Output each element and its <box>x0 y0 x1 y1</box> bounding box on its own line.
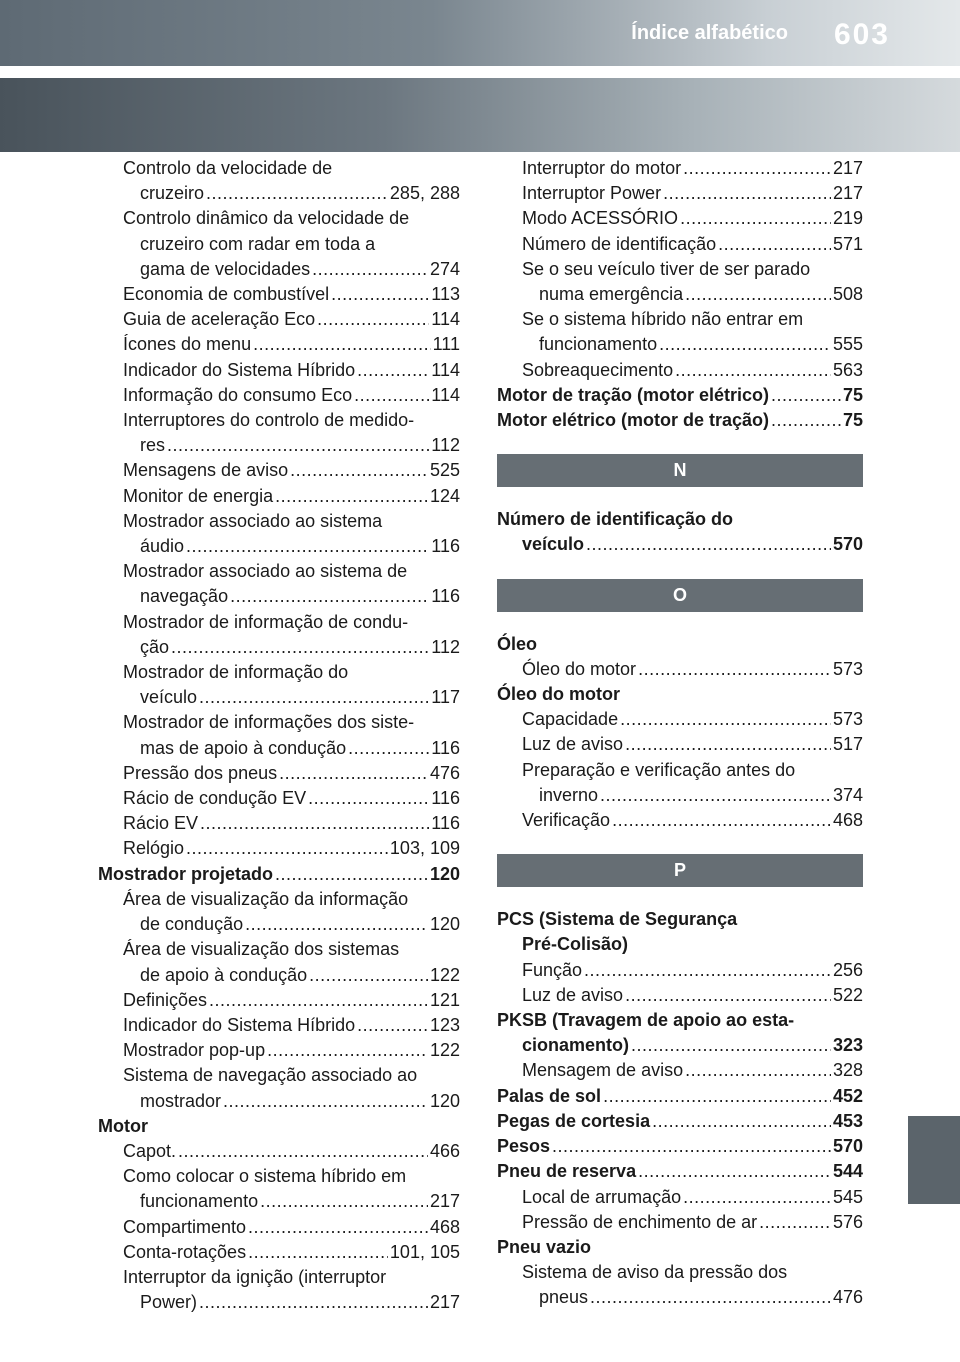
index-line: Mostrador associado ao sistema de <box>123 561 408 582</box>
header-gap <box>0 66 960 78</box>
index-entry <box>98 836 460 861</box>
index-term: Interruptor Power <box>522 183 662 204</box>
dot-leader <box>586 532 831 557</box>
dot-leader <box>230 584 429 609</box>
dot-leader <box>638 657 831 682</box>
page-reference: 122 <box>429 964 460 985</box>
index-term: pneus <box>539 1287 589 1308</box>
dot-leader <box>178 1139 428 1164</box>
page-reference: 75 <box>842 384 863 405</box>
dot-leader <box>186 836 388 861</box>
index-heading: PCS (Sistema de Segurança <box>497 909 738 930</box>
page-reference: 571 <box>832 233 863 254</box>
index-term: Compartimento <box>123 1216 247 1237</box>
dot-leader <box>612 808 831 833</box>
page-reference: 114 <box>431 309 460 330</box>
page-reference: 114 <box>431 359 460 380</box>
index-line: Mostrador de informação do <box>123 662 349 683</box>
index-entry <box>98 761 460 786</box>
page-reference: 468 <box>832 810 863 831</box>
dot-leader <box>759 1210 831 1235</box>
dot-leader <box>267 1038 428 1063</box>
page-reference: 555 <box>832 334 863 355</box>
index-entry <box>497 1159 863 1184</box>
index-term: de apoio à condução <box>140 964 308 985</box>
index-line: Mostrador de informações dos siste- <box>123 712 415 733</box>
page-reference: 476 <box>429 762 460 783</box>
index-term: Local de arrumação <box>522 1186 682 1207</box>
section-title: Índice alfabético <box>631 22 788 44</box>
page-reference: 217 <box>832 158 863 178</box>
page-reference: 113 <box>431 284 460 305</box>
index-term: Indicador do Sistema Híbrido <box>123 359 356 380</box>
page-reference: 570 <box>832 534 863 555</box>
index-line: cruzeiro com radar em toda a <box>140 233 376 254</box>
index-entry <box>497 282 863 307</box>
dot-leader <box>652 1109 831 1134</box>
index-entry <box>98 988 460 1013</box>
index-term: mostrador <box>140 1090 222 1111</box>
page-reference: 544 <box>832 1161 863 1182</box>
index-term: Conta-rotações <box>123 1241 247 1262</box>
dot-leader <box>199 1290 428 1315</box>
dot-leader <box>685 282 831 307</box>
page-reference: 452 <box>832 1085 863 1106</box>
page-reference: 453 <box>832 1110 863 1131</box>
dot-leader <box>600 783 831 808</box>
page-reference: 217 <box>429 1191 460 1212</box>
index-term: Pneu de reserva <box>497 1161 637 1182</box>
index-entry <box>98 1290 460 1315</box>
dot-leader <box>209 988 428 1013</box>
index-term: Ícones do menu <box>123 334 252 355</box>
page-reference: 114 <box>431 384 460 405</box>
dot-leader <box>659 332 831 357</box>
index-column-right <box>497 156 863 1311</box>
index-entry <box>98 1013 460 1038</box>
index-term: ção <box>140 636 170 657</box>
index-entry <box>497 707 863 732</box>
index-term: funcionamento <box>140 1191 259 1212</box>
dot-leader <box>312 257 428 282</box>
dot-leader <box>245 912 428 937</box>
index-term: gama de velocidades <box>140 258 311 279</box>
index-entry <box>98 534 460 559</box>
page-reference: 124 <box>429 485 460 506</box>
index-entry <box>98 1215 460 1240</box>
index-term: Mostrador pop-up <box>123 1040 266 1061</box>
dot-leader <box>638 1159 831 1184</box>
index-entry <box>497 383 863 408</box>
index-term: cruzeiro <box>140 183 205 204</box>
index-entry <box>497 206 863 231</box>
dot-leader <box>771 408 841 433</box>
dot-leader <box>167 433 429 458</box>
page-reference: 75 <box>842 410 863 431</box>
index-entry <box>497 808 863 833</box>
index-line: Controlo dinâmico da velocidade de <box>123 208 410 229</box>
index-term: numa emergência <box>539 284 684 305</box>
index-entry <box>98 786 460 811</box>
index-entry <box>497 408 863 433</box>
page-reference: 374 <box>832 784 863 805</box>
index-term: inverno <box>539 784 599 805</box>
index-term: Capot. <box>123 1140 177 1161</box>
dot-leader <box>348 736 429 761</box>
dot-leader <box>620 707 831 732</box>
index-entry <box>98 1139 460 1164</box>
page-reference: 274 <box>429 258 460 279</box>
index-heading: Óleo <box>497 633 538 654</box>
index-line: Controlo da velocidade de <box>123 158 333 178</box>
dot-leader <box>248 1240 388 1265</box>
dot-leader <box>625 983 831 1008</box>
dot-leader <box>275 484 428 509</box>
index-entry <box>497 1210 863 1235</box>
page-reference: 120 <box>429 863 460 884</box>
index-entry <box>497 181 863 206</box>
index-entry <box>98 1189 460 1214</box>
dot-leader <box>354 383 429 408</box>
page-reference: 468 <box>429 1216 460 1237</box>
page-reference: 517 <box>832 734 863 755</box>
index-heading: PKSB (Travagem de apoio ao esta- <box>497 1010 795 1031</box>
index-term: Palas de sol <box>497 1085 602 1106</box>
dot-leader <box>718 232 831 257</box>
index-entry <box>497 232 863 257</box>
page-reference: 112 <box>431 435 460 456</box>
dot-leader <box>625 732 831 757</box>
index-entry <box>98 458 460 483</box>
index-heading: Número de identificação do <box>497 509 734 530</box>
index-entry <box>98 584 460 609</box>
decorative-band <box>0 78 960 152</box>
section-letter-bar: O <box>497 579 863 612</box>
index-term: Motor elétrico (motor de tração) <box>497 410 770 431</box>
page-reference: 117 <box>431 687 460 708</box>
page-reference: 112 <box>431 636 460 657</box>
dot-leader <box>590 1285 831 1310</box>
index-entry <box>98 685 460 710</box>
dot-leader <box>253 332 431 357</box>
page-reference: 570 <box>832 1136 863 1157</box>
index-entry <box>497 1185 863 1210</box>
index-term: Número de identificação <box>522 233 717 254</box>
index-term: Definições <box>123 989 208 1010</box>
page-reference: 101, 105 <box>389 1241 460 1262</box>
index-line: Se o seu veículo tiver de ser parado <box>522 258 811 279</box>
index-entry <box>497 783 863 808</box>
index-entry <box>497 657 863 682</box>
index-term: Sobreaquecimento <box>522 359 674 380</box>
index-entry <box>497 332 863 357</box>
dot-leader <box>275 862 428 887</box>
index-term: áudio <box>140 536 185 557</box>
dot-leader <box>584 958 831 983</box>
page-reference: 508 <box>832 284 863 305</box>
dot-leader <box>685 1058 831 1083</box>
index-term: Monitor de energia <box>123 485 274 506</box>
index-term: Relógio <box>123 838 185 859</box>
index-line: Preparação e verificação antes do <box>522 759 796 780</box>
index-term: Mostrador projetado <box>98 863 274 884</box>
dot-leader <box>199 685 429 710</box>
index-term: Luz de aviso <box>522 984 624 1005</box>
index-entry <box>98 433 460 458</box>
index-heading: Óleo do motor <box>497 684 620 705</box>
page-reference: 121 <box>429 989 460 1010</box>
page-reference: 563 <box>832 359 863 380</box>
page-reference: 545 <box>832 1186 863 1207</box>
index-line: Área de visualização da informação <box>123 888 409 909</box>
index-term: Verificação <box>522 810 611 831</box>
index-entry <box>98 736 460 761</box>
page-reference: 116 <box>431 586 460 607</box>
index-term: res <box>140 435 166 456</box>
page-reference: 116 <box>431 788 460 809</box>
page-reference: 103, 109 <box>389 838 460 859</box>
index-term: Mensagens de aviso <box>123 460 289 481</box>
page-reference: 256 <box>832 959 863 980</box>
index-entry <box>497 358 863 383</box>
index-term: Capacidade <box>522 709 619 730</box>
page-reference: 573 <box>832 658 863 679</box>
page-reference: 120 <box>429 914 460 935</box>
index-term: Pegas de cortesia <box>497 1110 651 1131</box>
index-term: Interruptor do motor <box>522 158 682 178</box>
index-line: Interruptores do controlo de medido- <box>123 410 415 431</box>
dot-leader <box>260 1189 428 1214</box>
dot-leader <box>603 1084 831 1109</box>
index-entry <box>497 732 863 757</box>
dot-leader <box>308 786 429 811</box>
index-term: Pesos <box>497 1136 551 1157</box>
index-entry <box>497 983 863 1008</box>
index-term: cionamento) <box>522 1035 630 1056</box>
dot-leader <box>680 206 831 231</box>
index-entry <box>497 1285 863 1310</box>
index-term: Mensagem de aviso <box>522 1060 684 1081</box>
index-heading: Pneu vazio <box>497 1236 592 1257</box>
index-column-left <box>98 156 460 1315</box>
index-term: Rácio de condução EV <box>123 788 307 809</box>
page-reference: 285, 288 <box>389 183 460 204</box>
page-reference: 217 <box>832 183 863 204</box>
page-reference: 120 <box>429 1090 460 1111</box>
index-term: Indicador do Sistema Híbrido <box>123 1014 356 1035</box>
index-entry <box>98 358 460 383</box>
dot-leader <box>331 282 429 307</box>
dot-leader <box>279 761 428 786</box>
page-reference: 323 <box>832 1035 863 1056</box>
index-term: Pressão de enchimento de ar <box>522 1211 758 1232</box>
index-term: Pressão dos pneus <box>123 762 278 783</box>
dot-leader <box>683 1185 831 1210</box>
page-reference: 573 <box>832 709 863 730</box>
page-reference: 466 <box>429 1140 460 1161</box>
page-reference: 576 <box>832 1211 863 1232</box>
index-entry <box>98 1240 460 1265</box>
index-term: mas de apoio à condução <box>140 737 347 758</box>
index-term: Óleo do motor <box>522 658 637 679</box>
page-reference: 116 <box>431 536 460 557</box>
index-line: Mostrador de informação de condu- <box>123 611 409 632</box>
index-term: Modo ACESSÓRIO <box>522 208 679 229</box>
index-entry <box>497 1033 863 1058</box>
dot-leader <box>200 811 429 836</box>
index-term: Luz de aviso <box>522 734 624 755</box>
index-line: Sistema de aviso da pressão dos <box>522 1262 788 1283</box>
index-line: Área de visualização dos sistemas <box>123 939 400 960</box>
page-reference: 116 <box>431 737 460 758</box>
dot-leader <box>171 635 429 660</box>
header-bar <box>0 0 960 66</box>
dot-leader <box>771 383 841 408</box>
index-term: Power) <box>140 1292 198 1313</box>
index-line: Sistema de navegação associado ao <box>123 1065 418 1086</box>
index-term: Economia de combustível <box>123 284 330 305</box>
dot-leader <box>186 534 429 559</box>
dot-leader <box>290 458 428 483</box>
index-entry <box>98 635 460 660</box>
index-entry <box>98 811 460 836</box>
index-term: navegação <box>140 586 229 607</box>
index-entry <box>98 383 460 408</box>
page-reference: 116 <box>431 813 460 834</box>
index-entry <box>98 912 460 937</box>
page-reference: 122 <box>429 1040 460 1061</box>
page-reference: 525 <box>429 460 460 481</box>
page-reference: 522 <box>832 984 863 1005</box>
page-reference: 328 <box>832 1060 863 1081</box>
index-entry <box>98 963 460 988</box>
index-term: Motor de tração (motor elétrico) <box>497 384 770 405</box>
dot-leader <box>357 1013 428 1038</box>
index-entry <box>497 1058 863 1083</box>
index-entry <box>98 282 460 307</box>
dot-leader <box>663 181 831 206</box>
index-entry <box>497 1134 863 1159</box>
thumb-index-tab <box>908 1116 960 1204</box>
dot-leader <box>317 307 429 332</box>
dot-leader <box>675 358 831 383</box>
index-term: Função <box>522 959 583 980</box>
index-heading: Motor <box>98 1115 148 1136</box>
index-entry <box>497 1084 863 1109</box>
dot-leader <box>631 1033 831 1058</box>
dot-leader <box>683 156 831 181</box>
index-term: Guia de aceleração Eco <box>123 309 316 330</box>
index-term: funcionamento <box>539 334 658 355</box>
index-entry <box>98 484 460 509</box>
dot-leader <box>357 358 429 383</box>
index-entry <box>497 958 863 983</box>
index-entry <box>98 257 460 282</box>
page-reference: 219 <box>832 208 863 229</box>
page-reference: 111 <box>432 334 460 355</box>
index-line: Pré-Colisão) <box>522 934 629 955</box>
index-entry <box>98 332 460 357</box>
index-term: Rácio EV <box>123 813 199 834</box>
index-entry <box>98 181 460 206</box>
index-line: Como colocar o sistema híbrido em <box>123 1166 407 1187</box>
index-entry <box>98 1089 460 1114</box>
page-reference: 123 <box>429 1014 460 1035</box>
section-letter-bar: N <box>497 454 863 487</box>
index-entry <box>98 307 460 332</box>
dot-leader <box>248 1215 428 1240</box>
index-entry <box>497 156 863 181</box>
index-entry <box>98 862 460 887</box>
page-number: 603 <box>833 18 890 51</box>
index-entry <box>497 532 863 557</box>
dot-leader <box>309 963 428 988</box>
index-entry <box>497 1109 863 1134</box>
index-line: Se o sistema híbrido não entrar em <box>522 309 804 330</box>
section-letter-bar: P <box>497 854 863 887</box>
index-term: Informação do consumo Eco <box>123 384 353 405</box>
index-line: Mostrador associado ao sistema <box>123 510 383 531</box>
dot-leader <box>223 1089 428 1114</box>
page-reference: 217 <box>429 1292 460 1313</box>
page-reference: 476 <box>832 1287 863 1308</box>
index-line: Interruptor da ignição (interruptor <box>123 1266 387 1287</box>
index-term: veículo <box>522 534 585 555</box>
dot-leader <box>206 181 388 206</box>
index-term: de condução <box>140 914 244 935</box>
dot-leader <box>552 1134 831 1159</box>
index-entry <box>98 1038 460 1063</box>
index-term: veículo <box>140 687 198 708</box>
